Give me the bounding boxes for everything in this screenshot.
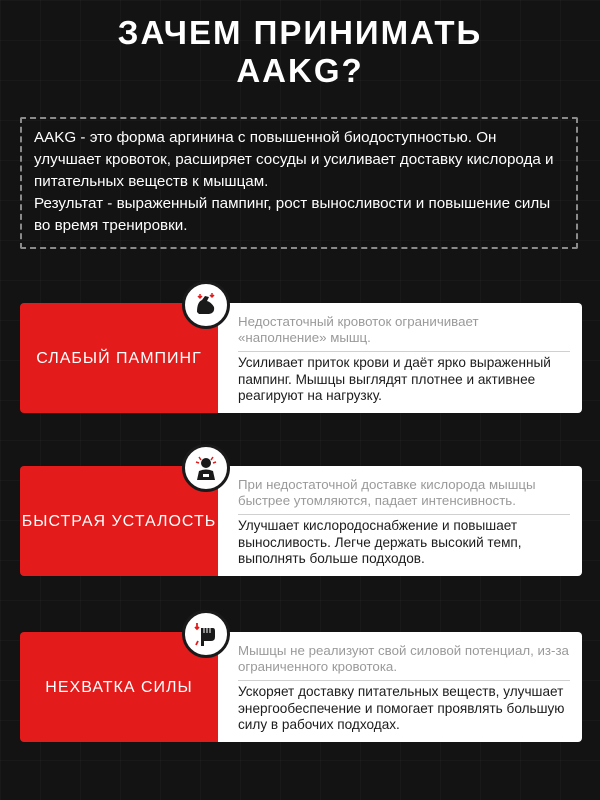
card-divider xyxy=(238,351,570,352)
card-problem-text: Недостаточный кровоток ограничивает «наполнение» мышц. xyxy=(238,314,479,345)
intro-result-paragraph: Результат - выраженный пампинг, рост выносливости и повышение силы во время тренировки. xyxy=(34,195,551,234)
card-content xyxy=(218,466,582,576)
title-line-1: ЗАЧЕМ ПРИНИМАТЬ xyxy=(117,14,483,51)
card-solution-text: Ускоряет доставку питательных веществ, улучшает энергообеспечение и помогает проявлять большую силу в рабочих подходах. xyxy=(238,684,565,732)
card-content xyxy=(218,303,582,413)
card-divider xyxy=(238,680,570,681)
flexed-arm-icon xyxy=(182,281,230,329)
intro-box xyxy=(20,117,578,249)
benefit-card-pump xyxy=(20,303,582,413)
fist-power-icon xyxy=(182,610,230,658)
card-label: НЕХВАТКА СИЛЫ xyxy=(20,632,218,742)
card-content xyxy=(218,632,582,742)
page-title xyxy=(0,14,600,90)
card-solution-text: Улучшает кислородоснабжение и повышает выносливость. Легче держать высокий темп, выполнять больше подходов. xyxy=(238,518,522,566)
title-line-2: AAKG? xyxy=(236,52,364,89)
benefit-card-strength xyxy=(20,632,582,742)
card-problem-text: Мышцы не реализуют свой силовой потенциал, из-за ограниченного кровотока. xyxy=(238,643,569,674)
tired-athlete-icon xyxy=(182,444,230,492)
card-label: БЫСТРАЯ УСТАЛОСТЬ xyxy=(20,466,218,576)
card-label: СЛАБЫЙ ПАМПИНГ xyxy=(20,303,218,413)
card-divider xyxy=(238,514,570,515)
card-problem-text: При недостаточной доставке кислорода мышцы быстрее утомляются, падает интенсивность. xyxy=(238,477,536,508)
intro-paragraph: AAKG - это форма аргинина с повышенной биодоступностью. Он улучшает кровоток, расширяет сосуды и усиливает доставку кислорода и питательных веществ к мышцам. xyxy=(34,129,554,190)
benefit-card-fatigue xyxy=(20,466,582,576)
card-solution-text: Усиливает приток крови и даёт ярко выраженный пампинг. Мышцы выглядят плотнее и активнее реагируют на нагрузку. xyxy=(238,355,551,403)
